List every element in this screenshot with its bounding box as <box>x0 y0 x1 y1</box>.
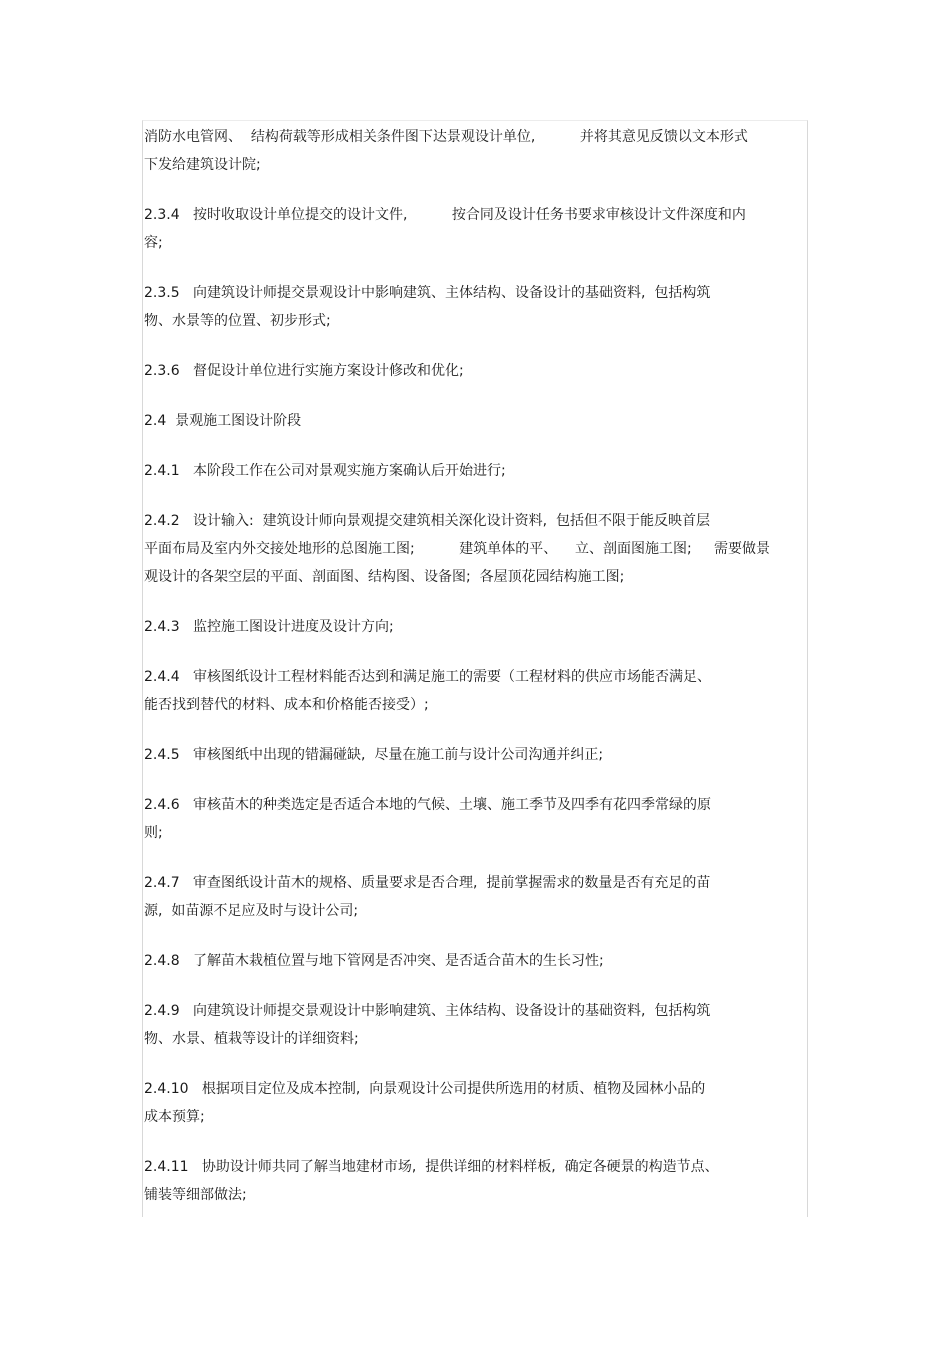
text-line: 2.4.9 向建筑设计师提交景观设计中影响建筑、主体结构、设备设计的基础资料, 包括构筑 <box>144 1003 711 1019</box>
paragraph-2-4-1 <box>144 457 804 485</box>
paragraph-intro <box>144 123 804 179</box>
paragraph-2-3-4 <box>144 201 804 257</box>
text-line: 2.4.1 本阶段工作在公司对景观实施方案确认后开始进行; <box>144 463 506 479</box>
text-line: 容; <box>144 235 163 251</box>
text-line: 下发给建筑设计院; <box>144 157 261 173</box>
paragraph-2-3-6 <box>144 357 804 385</box>
text-line: 物、水景、植栽等设计的详细资料; <box>144 1031 359 1047</box>
text-line: 2.4.10 根据项目定位及成本控制, 向景观设计公司提供所选用的材质、植物及园林小品的 <box>144 1081 706 1097</box>
text-line: 2.3.5 向建筑设计师提交景观设计中影响建筑、主体结构、设备设计的基础资料, 包括构筑 <box>144 285 711 301</box>
text-line: 2.4.5 审核图纸中出现的错漏碰缺, 尽量在施工前与设计公司沟通并纠正; <box>144 747 604 763</box>
text-line: 2.3.6 督促设计单位进行实施方案设计修改和优化; <box>144 363 464 379</box>
text-line: 能否找到替代的材料、成本和价格能否接受）; <box>144 697 429 713</box>
paragraph-2-3-5 <box>144 279 804 335</box>
text-line: 2.4.8 了解苗木栽植位置与地下管网是否冲突、是否适合苗木的生长习性; <box>144 953 604 969</box>
text-line: 2.4.3 监控施工图设计进度及设计方向; <box>144 619 394 635</box>
text-line: 2.4.2 设计输入: 建筑设计师向景观提交建筑相关深化设计资料, 包括但不限于能反映首层 <box>144 513 710 529</box>
text-line: 消防水电管网、 结构荷载等形成相关条件图下达景观设计单位, 并将其意见反馈以文本形式 <box>144 129 748 145</box>
paragraph-2-4-6 <box>144 791 804 847</box>
text-line: 成本预算; <box>144 1109 205 1125</box>
text-line: 2.3.4 按时收取设计单位提交的设计文件, 按合同及设计任务书要求审核设计文件深度和内 <box>144 207 746 223</box>
section-heading: 2.4 景观施工图设计阶段 <box>144 413 302 429</box>
paragraph-2-4-9 <box>144 997 804 1053</box>
paragraph-2-4-4 <box>144 663 804 719</box>
document-body <box>144 123 804 1231</box>
text-line: 2.4.11 协助设计师共同了解当地建材市场, 提供详细的材料样板, 确定各硬景的构造节点、 <box>144 1159 719 1175</box>
section-heading-2-4 <box>144 407 804 435</box>
paragraph-2-4-2 <box>144 507 804 591</box>
paragraph-2-4-5 <box>144 741 804 769</box>
text-line: 则; <box>144 825 163 841</box>
text-line: 2.4.7 审查图纸设计苗木的规格、质量要求是否合理, 提前掌握需求的数量是否有充足的苗 <box>144 875 711 891</box>
text-line: 2.4.4 审核图纸设计工程材料能否达到和满足施工的需要（工程材料的供应市场能否满足、 <box>144 669 711 685</box>
paragraph-2-4-3 <box>144 613 804 641</box>
text-line: 物、水景等的位置、初步形式; <box>144 313 331 329</box>
paragraph-2-4-10 <box>144 1075 804 1131</box>
text-line: 观设计的各架空层的平面、剖面图、结构图、设备图; 各屋顶花园结构施工图; <box>144 569 625 585</box>
paragraph-2-4-7 <box>144 869 804 925</box>
text-line: 源, 如苗源不足应及时与设计公司; <box>144 903 359 919</box>
paragraph-2-4-11 <box>144 1153 804 1209</box>
text-line: 铺装等细部做法; <box>144 1187 247 1203</box>
text-line: 2.4.6 审核苗木的种类选定是否适合本地的气候、土壤、施工季节及四季有花四季常绿的原 <box>144 797 711 813</box>
text-line: 平面布局及室内外交接处地形的总图施工图; 建筑单体的平、 立、剖面图施工图; 需要做景 <box>144 541 770 557</box>
paragraph-2-4-8 <box>144 947 804 975</box>
